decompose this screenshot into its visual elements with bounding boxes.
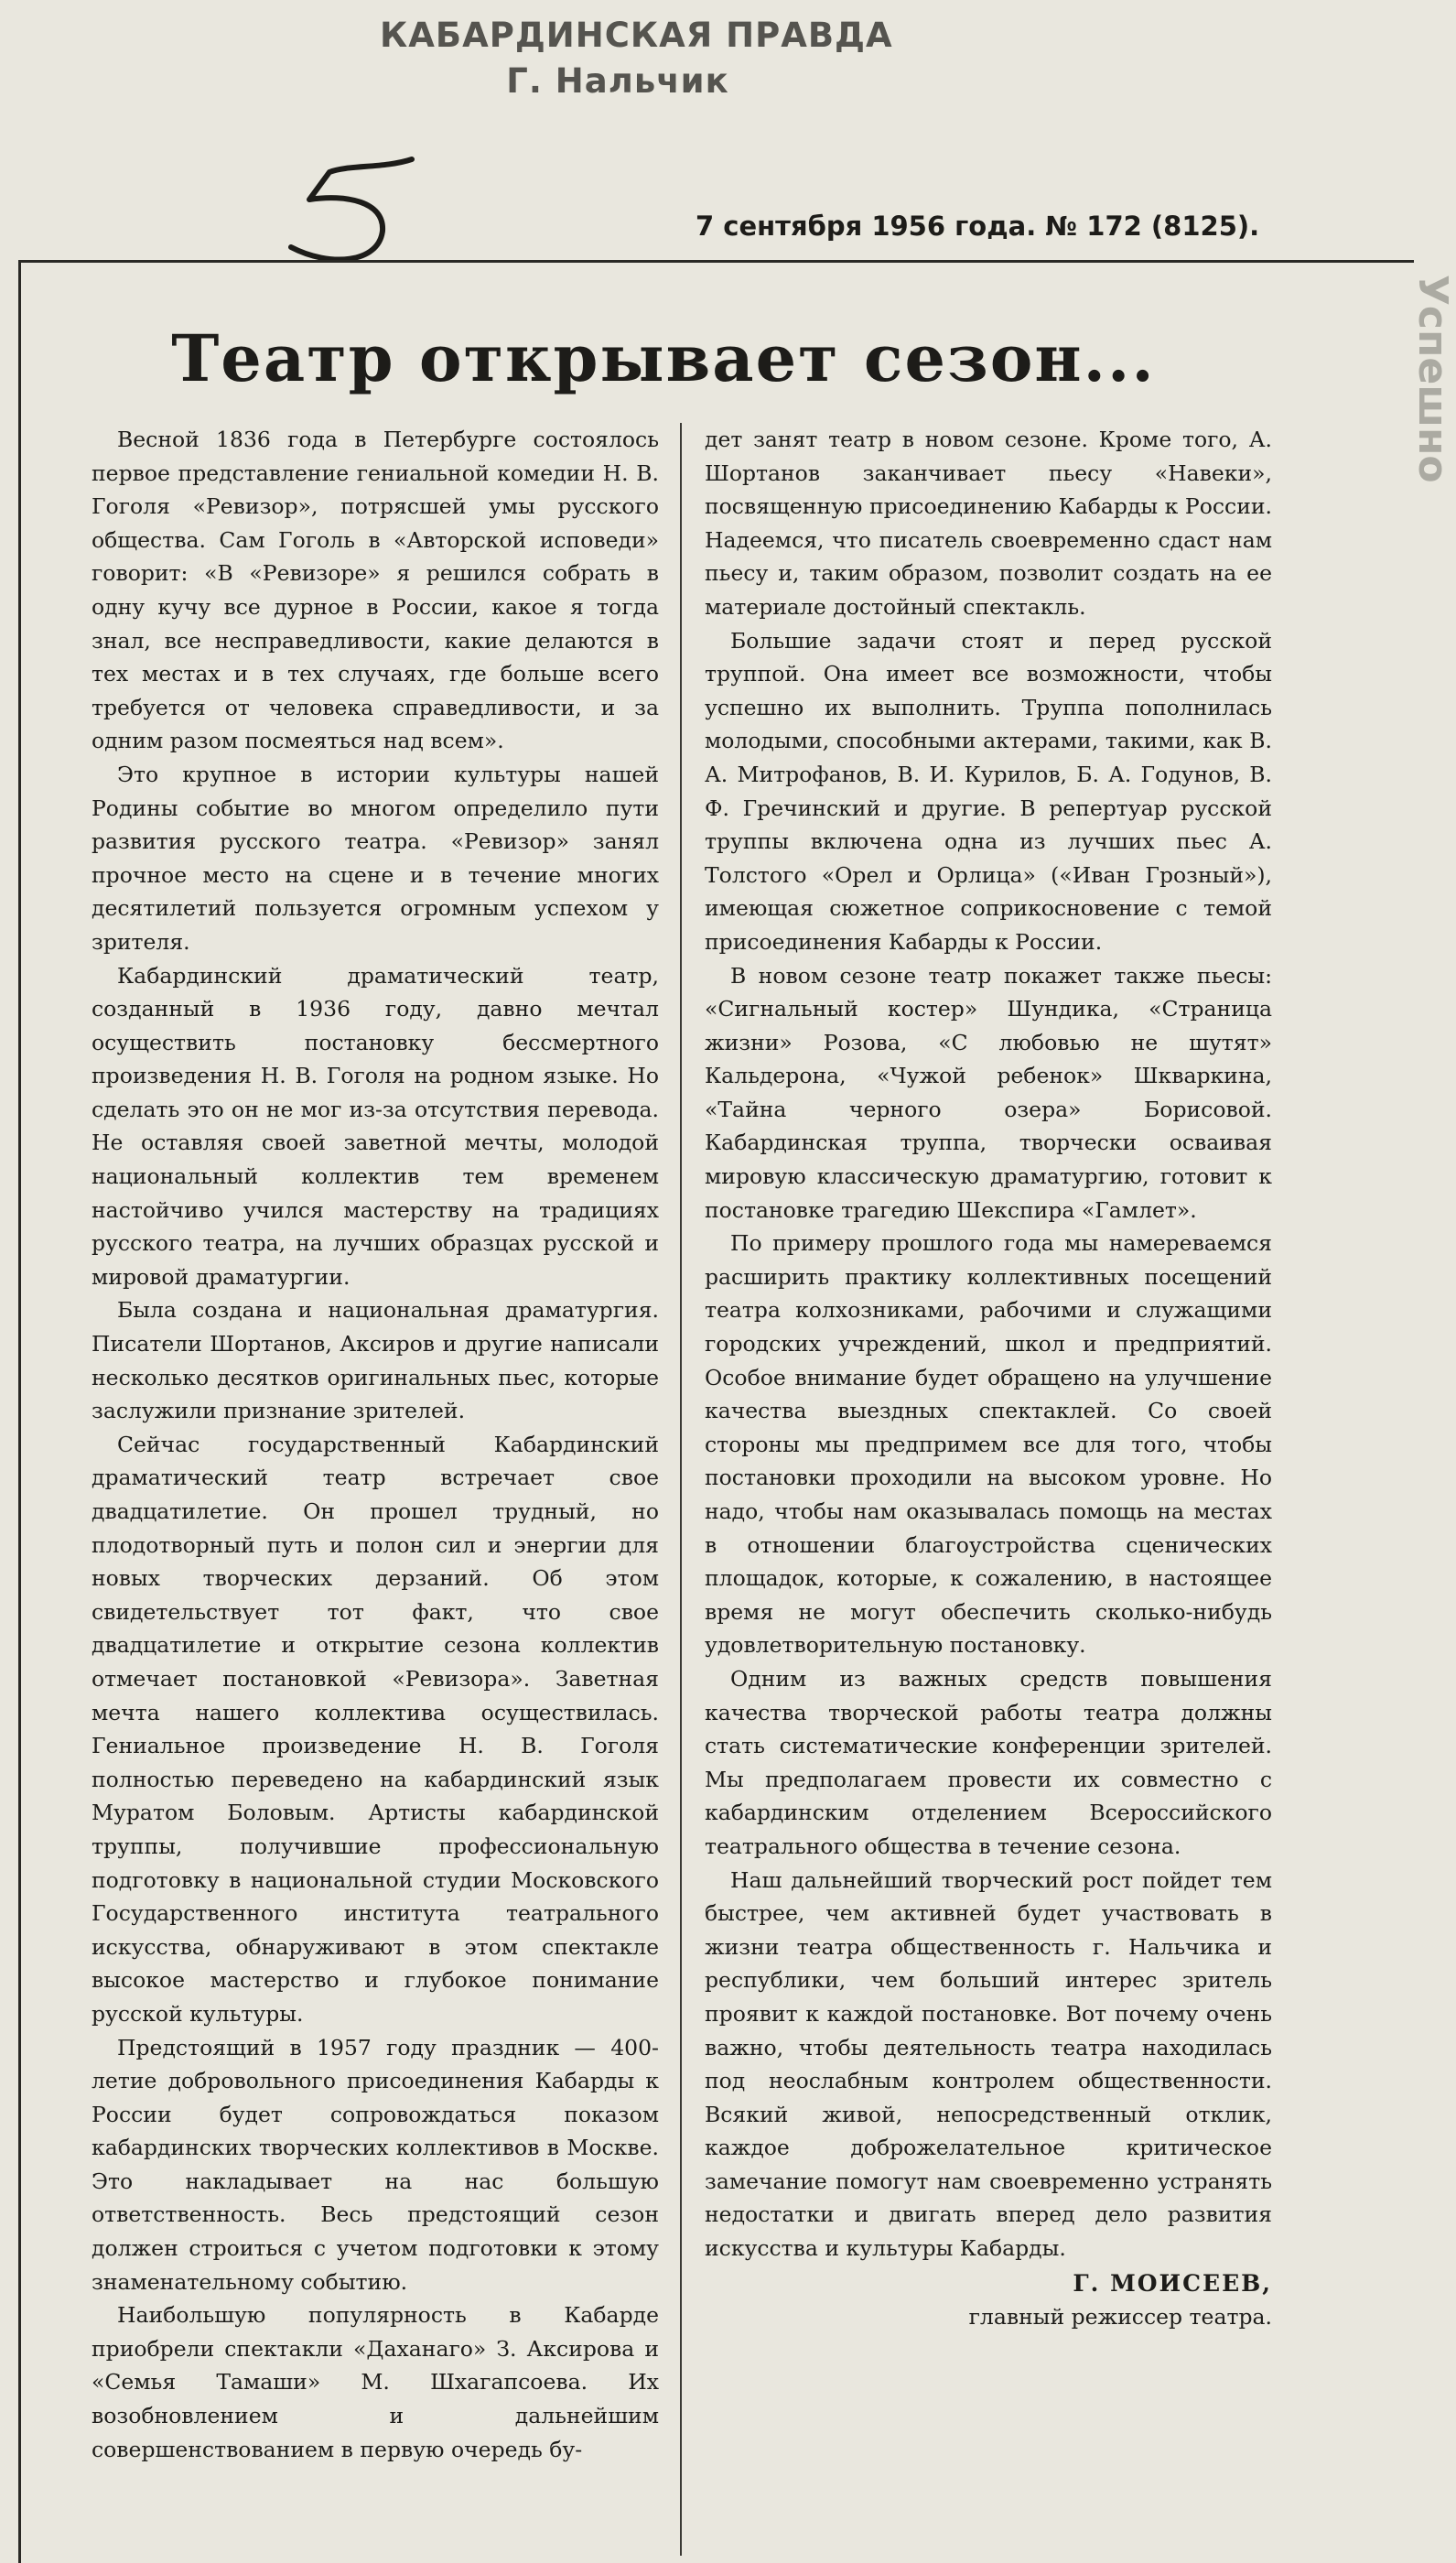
paragraph: Весной 1836 года в Петербурге состоялось первое представление гениальной комедии Н. В. Гоголя «Ревизор», потрясшей умы русского общества. Сам Гоголь в «Авторской исповеди» говорит: «В «Ревизоре» я решился собрать в одну кучу все дурное в России, какое я тогда знал, все несправедливости, какие делаются в тех местах и в тех случаях, где больше всего требуется от человека справедливости, и за одним разом посмеяться над всем». (92, 427, 659, 754)
author-role: главный режиссер театра. (968, 2304, 1272, 2330)
left-column (92, 423, 659, 2556)
paragraph: Наш дальнейший творческий рост пойдет тем быстрее, чем активней будет участвовать в жизни театра общественность г. Нальчика и республики, чем больший интерес зритель проявит к каждой постановке. Вот почему очень важно, чтобы деятельность театра находилась под неослабным контролем общественности. Всякий живой, непосредственный отклик, каждое доброжелательное критическое замечание помогут нам своевременно устранять недостатки и двигать вперед дело развития искусства и культуры Кабарды. (705, 1866, 1272, 2262)
paragraph-continued: дет занят театр в новом сезоне. Кроме того, А. Шортанов заканчивает пьесу «Навеки», посвященную присоединению Кабарды к России. Надеемся, что писатель своевременно сдаст нам пьесу и, таким образом, позволит создать на ее материале достойный спектакль. (705, 427, 1272, 620)
paper-name: КАБАРДИНСКАЯ ПРАВДА (380, 16, 893, 55)
paper-city: Г. Нальчик (506, 61, 729, 101)
paragraph: Была создана и национальная драматургия. Писатели Шортанов, Аксиров и другие написали несколько десятков оригинальных пьес, которые заслужили признание зрителей. (92, 1297, 659, 1424)
adjacent-article-fragment (1409, 275, 1456, 2563)
issue-date: 7 сентября 1956 года. № 172 (8125). (696, 211, 1260, 242)
author-name: Г. МОИСЕЕВ, (1073, 2269, 1272, 2297)
newspaper-masthead-stamp (380, 13, 893, 104)
handwritten-number-5 (275, 146, 421, 275)
column-divider (680, 423, 682, 2556)
paragraph: Это крупное в истории культуры нашей Родины событие во многом определило пути развития русского театра. «Ревизор» занял прочное место на сцене и в течение многих десятилетий пользуется огромным успехом у зрителя. (92, 761, 659, 955)
paragraph: Предстоящий в 1957 году праздник — 400-летие добровольного присоединения Кабарды к России будет сопровождаться показом кабардинских творческих коллективов в Москве. Это накладывает на нас большую ответственность. Весь предстоящий сезон должен строиться с учетом подготовки к этому знаменательному событию. (92, 2034, 659, 2295)
article-title: Театр открывает сезон... (171, 320, 1156, 396)
paragraph: Наибольшую популярность в Кабарде приобрели спектакли «Даханаго» З. Аксирова и «Семья Тамаши» М. Шхагапсоева. Их возобновлением и дальнейшим совершенствованием в первую очередь бу- (92, 2302, 659, 2462)
right-column (705, 423, 1272, 2556)
paragraph: Большие задачи стоят и перед русской труппой. Она имеет все возможности, чтобы успешно их выполнить. Труппа пополнилась молодыми, способными актерами, такими, как В. А. Митрофанов, В. И. Курилов, Б. А. Годунов, В. Ф. Гречинский и другие. В репертуар русской труппы включена одна из лучших пьес А. Толстого «Орел и Орлица» («Иван Грозный»), имеющая сюжетное соприкосновение с темой присоединения Кабарды к России. (705, 627, 1272, 955)
paragraph: Одним из важных средств повышения качества творческой работы театра должны стать систематические конференции зрителей. Мы предполагаем провести их совместно с кабардинским отделением Всероссийского театрального общества в течение сезона. (705, 1665, 1272, 1859)
left-rule (18, 260, 21, 2563)
top-rule (18, 260, 1414, 263)
paragraph: Кабардинский драматический театр, созданный в 1936 году, давно мечтал осуществить постановку бессмертного произведения Н. В. Гоголя на родном языке. Но сделать это он не мог из-за отсутствия перевода. Не оставляя своей заветной мечты, молодой национальный коллектив тем временем настойчиво учился мастерству на традициях русского театра, на лучших образцах русской и мировой драматургии. (92, 962, 659, 1290)
paragraph: По примеру прошлого года мы намереваемся расширить практику коллективных посещений театра колхозниками, рабочими и служащими городских учреждений, школ и предприятий. Особое внимание будет обращено на улучшение качества выездных спектаклей. Со своей стороны мы предпримем все для того, чтобы постановки проходили на высоком уровне. Но надо, чтобы нам оказывалась помощь на местах в отношении благоустройства сценических площадок, которые, к сожалению, в настоящее время не могут обеспечить сколько-нибудь удовлетворительную постановку. (705, 1230, 1272, 1659)
paragraph: В новом сезоне театр покажет также пьесы: «Сигнальный костер» Шундика, «Страница жизни» Розова, «С любовью не шутят» Кальдерона, «Чужой ребенок» Шкваркина, «Тайна черного озера» Борисовой. Кабардинская труппа, творчески осваивая мировую классическую драматургию, готовит к постановке трагедию Шекспира «Гамлет». (705, 962, 1272, 1223)
paragraph: Сейчас государственный Кабардинский драматический театр встречает свое двадцатилетие. Он прошел трудный, но плодотворный путь и полон сил и энергии для новых творческих дерзаний. Об этом свидетельствует тот факт, что свое двадцатилетие и открытие сезона коллектив отмечает постановкой «Ревизора». Заветная мечта нашего коллектива осуществилась. Гениальное произведение Н. В. Гоголя полностью переведено на кабардинский язык Муратом Боловым. Артисты кабардинской труппы, получившие профессиональную подготовку в национальной студии Московского Государственного института театрального искусства, обнаруживают в этом спектакле высокое мастерство и глубокое понимание русской культуры. (92, 1431, 659, 2027)
edge-fragment-text: Успешно (1409, 275, 1456, 483)
